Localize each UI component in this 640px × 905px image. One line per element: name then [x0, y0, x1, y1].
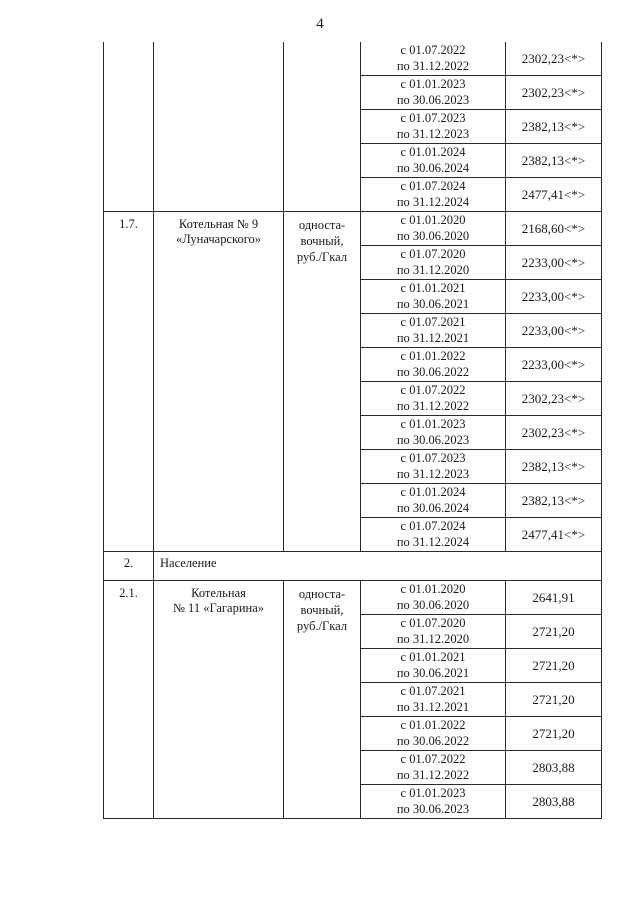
period-cell — [361, 683, 506, 717]
period-line: по 30.06.2022 — [396, 364, 470, 379]
period-cell — [361, 785, 506, 819]
period-cell — [361, 484, 506, 518]
tariff-value: 2803,88 — [506, 751, 602, 785]
period-cell — [361, 212, 506, 246]
tariff-value: 2302,23<*> — [506, 42, 602, 76]
table-row — [104, 212, 602, 246]
tariff-value: 2382,13<*> — [506, 450, 602, 484]
table-row — [104, 581, 602, 615]
period-line: по 30.06.2021 — [396, 296, 470, 311]
period-line: по 31.12.2022 — [396, 767, 470, 782]
tariff-value: 2233,00<*> — [506, 314, 602, 348]
tariff-value: 2382,13<*> — [506, 110, 602, 144]
period-line: с 01.01.2023 — [400, 786, 466, 800]
tariff-value: 2233,00<*> — [506, 280, 602, 314]
period-cell — [361, 717, 506, 751]
tariff-value: 2168,60<*> — [506, 212, 602, 246]
period-cell — [361, 348, 506, 382]
period-cell — [361, 178, 506, 212]
boiler-name-cell — [154, 212, 284, 552]
tariff-value: 2233,00<*> — [506, 246, 602, 280]
tariff-value: 2721,20 — [506, 615, 602, 649]
unit-line: руб./Гкал — [296, 250, 348, 264]
period-cell — [361, 416, 506, 450]
period-line: по 30.06.2023 — [396, 801, 470, 816]
period-line: с 01.01.2024 — [400, 485, 466, 499]
period-cell — [361, 518, 506, 552]
tariff-value: 2721,20 — [506, 717, 602, 751]
period-line: с 01.01.2023 — [400, 77, 466, 91]
tariff-value: 2477,41<*> — [506, 518, 602, 552]
section-row — [104, 552, 602, 581]
period-cell — [361, 649, 506, 683]
period-cell — [361, 110, 506, 144]
period-line: с 01.01.2020 — [400, 582, 466, 596]
boiler-name-line: Котельная № 9 — [178, 217, 259, 231]
boiler-name-cell — [154, 581, 284, 819]
unit-line: вочный, — [300, 603, 344, 617]
period-line: с 01.07.2023 — [400, 451, 466, 465]
period-cell — [361, 751, 506, 785]
row-number-cell: 2.1. — [104, 581, 154, 819]
period-line: по 31.12.2022 — [396, 398, 470, 413]
tariff-value: 2641,91 — [506, 581, 602, 615]
tariff-value: 2803,88 — [506, 785, 602, 819]
unit-cell — [284, 212, 361, 552]
period-line: с 01.07.2022 — [400, 43, 466, 57]
unit-cell — [284, 42, 361, 212]
unit-line: руб./Гкал — [296, 619, 348, 633]
period-line: с 01.07.2020 — [400, 616, 466, 630]
period-cell — [361, 42, 506, 76]
tariff-value: 2382,13<*> — [506, 144, 602, 178]
tariff-value: 2302,23<*> — [506, 416, 602, 450]
period-line: по 30.06.2023 — [396, 92, 470, 107]
boiler-name-line: Котельная — [191, 586, 246, 600]
period-line: по 30.06.2024 — [396, 500, 470, 515]
tariff-value: 2302,23<*> — [506, 76, 602, 110]
period-line: по 30.06.2024 — [396, 160, 470, 175]
period-line: по 31.12.2023 — [396, 126, 470, 141]
period-cell — [361, 450, 506, 484]
period-line: по 31.12.2022 — [396, 58, 470, 73]
period-line: с 01.01.2021 — [400, 281, 466, 295]
tariff-value: 2302,23<*> — [506, 382, 602, 416]
section-label-cell: Население — [154, 552, 602, 581]
period-cell — [361, 581, 506, 615]
period-line: по 30.06.2020 — [396, 597, 470, 612]
period-line: по 31.12.2021 — [396, 330, 470, 345]
row-number-cell — [104, 42, 154, 212]
period-line: с 01.07.2021 — [400, 684, 466, 698]
period-line: по 31.12.2020 — [396, 262, 470, 277]
period-line: с 01.07.2023 — [400, 111, 466, 125]
period-cell — [361, 314, 506, 348]
period-line: с 01.01.2021 — [400, 650, 466, 664]
period-line: по 31.12.2024 — [396, 194, 470, 209]
period-cell — [361, 615, 506, 649]
boiler-name-cell — [154, 42, 284, 212]
period-line: по 30.06.2022 — [396, 733, 470, 748]
unit-line: вочный, — [300, 234, 344, 248]
period-line: по 31.12.2024 — [396, 534, 470, 549]
period-line: по 31.12.2020 — [396, 631, 470, 646]
period-cell — [361, 246, 506, 280]
section-number-cell: 2. — [104, 552, 154, 581]
table-row — [104, 42, 602, 76]
tariff-value: 2477,41<*> — [506, 178, 602, 212]
page-number: 4 — [316, 16, 324, 32]
period-line: с 01.07.2024 — [400, 179, 466, 193]
period-line: с 01.01.2024 — [400, 145, 466, 159]
period-line: с 01.07.2022 — [400, 752, 466, 766]
period-line: с 01.07.2020 — [400, 247, 466, 261]
period-line: с 01.01.2022 — [400, 349, 466, 363]
tariff-value: 2382,13<*> — [506, 484, 602, 518]
period-line: с 01.01.2020 — [400, 213, 466, 227]
period-line: по 30.06.2020 — [396, 228, 470, 243]
period-cell — [361, 144, 506, 178]
period-line: по 30.06.2021 — [396, 665, 470, 680]
period-cell — [361, 280, 506, 314]
period-cell — [361, 382, 506, 416]
period-line: по 30.06.2023 — [396, 432, 470, 447]
unit-line: односта- — [298, 218, 346, 232]
boiler-name-line: № 11 «Гагарина» — [172, 601, 265, 615]
period-line: по 31.12.2021 — [396, 699, 470, 714]
tariff-value: 2721,20 — [506, 649, 602, 683]
tariff-table — [103, 42, 602, 819]
period-line: с 01.07.2022 — [400, 383, 466, 397]
tariff-value: 2721,20 — [506, 683, 602, 717]
period-line: с 01.07.2021 — [400, 315, 466, 329]
period-line: по 31.12.2023 — [396, 466, 470, 481]
unit-cell — [284, 581, 361, 819]
period-cell — [361, 76, 506, 110]
period-line: с 01.01.2023 — [400, 417, 466, 431]
row-number-cell: 1.7. — [104, 212, 154, 552]
unit-line: односта- — [298, 587, 346, 601]
period-line: с 01.01.2022 — [400, 718, 466, 732]
boiler-name-line: «Луначарского» — [175, 232, 262, 246]
period-line: с 01.07.2024 — [400, 519, 466, 533]
tariff-value: 2233,00<*> — [506, 348, 602, 382]
